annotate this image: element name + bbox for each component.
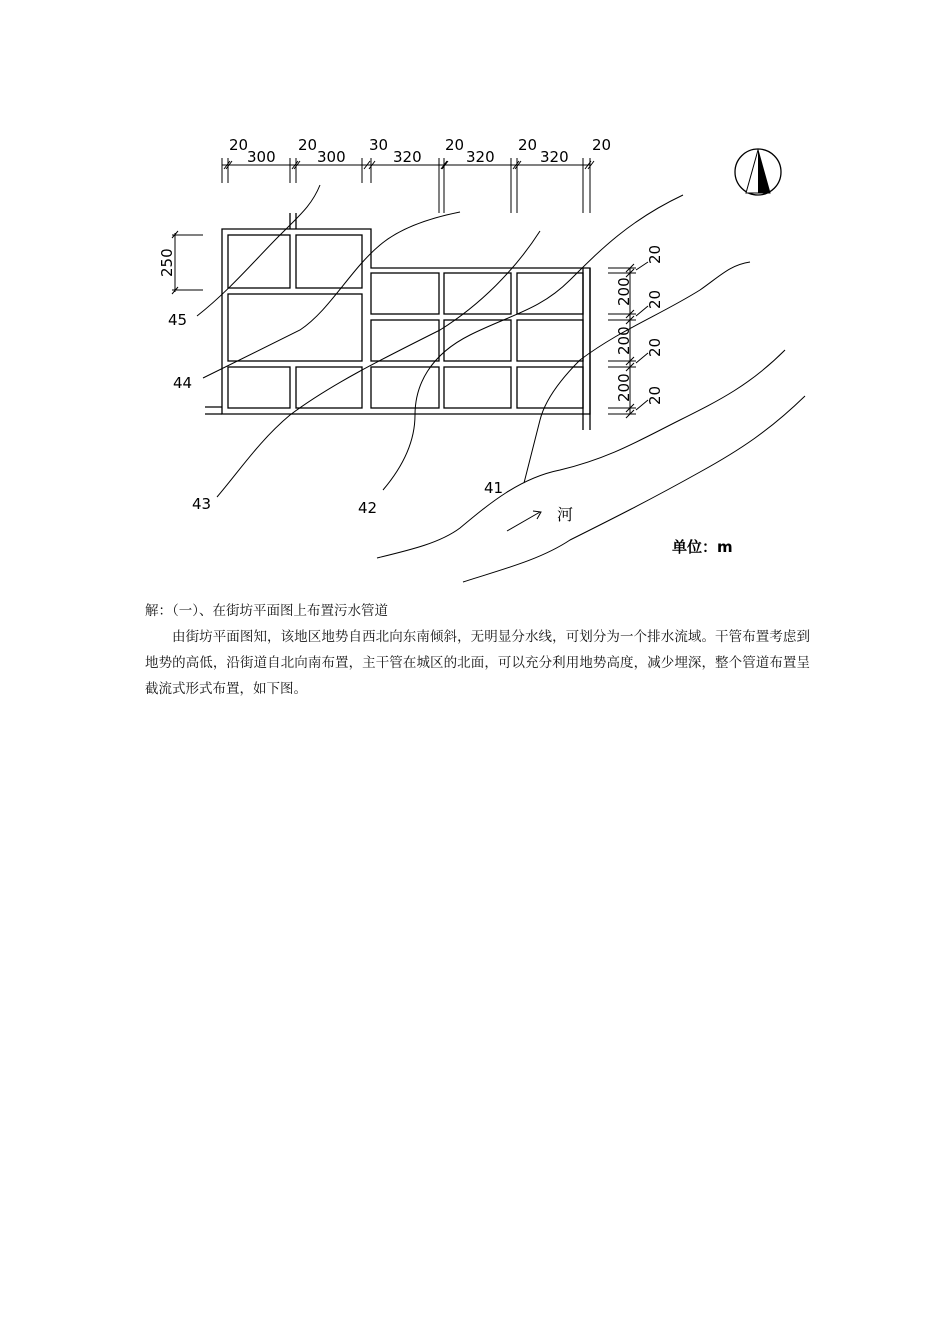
river-bank-north xyxy=(377,350,785,558)
dim-right-6: 200 xyxy=(615,373,633,402)
street-east xyxy=(583,268,590,430)
solution-section xyxy=(145,598,810,702)
dim-left: 250 xyxy=(158,248,176,277)
street-block-plan xyxy=(0,0,950,600)
street-west xyxy=(205,407,222,414)
block xyxy=(371,367,439,408)
block xyxy=(517,320,583,361)
block xyxy=(517,273,583,314)
solution-paragraph: 由街坊平面图知，该地区地势自西北向东南倾斜，无明显分水线，可划分为一个排水流域。干管布置考虑到地势的高低，沿街道自北向南布置，主干管在城区的北面，可以充分利用地势高度，减少埋深，整个管道布置呈截流式形式布置，如下图。 xyxy=(145,629,810,697)
block xyxy=(228,367,290,408)
dimension-ticks-top xyxy=(222,158,590,213)
dim-top-8: 320 xyxy=(466,148,495,166)
block xyxy=(296,235,362,288)
dim-top-4: 300 xyxy=(317,148,346,166)
block xyxy=(444,273,511,314)
dim-right-2: 200 xyxy=(615,277,633,306)
dim-right-4: 200 xyxy=(615,326,633,355)
dimension-line-left xyxy=(172,231,203,294)
solution-heading: 解：（一）、在街坊平面图上布置污水管道 xyxy=(145,603,388,619)
dim-top-10: 320 xyxy=(540,148,569,166)
dim-right-1: 20 xyxy=(646,244,664,264)
north-arrow-icon xyxy=(735,149,781,195)
block xyxy=(228,235,290,288)
contour-label-41: 41 xyxy=(484,479,504,497)
river-flow-arrow xyxy=(507,512,540,531)
dim-top-3: 20 xyxy=(298,136,318,154)
dim-top-11: 20 xyxy=(592,136,612,154)
unit-label: 单位：m xyxy=(672,538,733,556)
block xyxy=(228,294,362,361)
street-north-stub xyxy=(290,213,296,229)
dim-right-5: 20 xyxy=(646,337,664,357)
river-label: 河 xyxy=(557,505,574,524)
block xyxy=(444,320,511,361)
contour-label-42: 42 xyxy=(358,499,378,517)
contour-label-44: 44 xyxy=(173,374,193,392)
contour-line-44 xyxy=(203,212,460,378)
contour-line-43 xyxy=(217,231,540,497)
block xyxy=(517,367,583,408)
dim-top-9: 20 xyxy=(518,136,538,154)
contour-line-45 xyxy=(197,185,320,316)
dim-top-1: 20 xyxy=(229,136,249,154)
dim-top-7: 20 xyxy=(445,136,465,154)
dim-right-3: 20 xyxy=(646,289,664,309)
block xyxy=(371,320,439,361)
block-outline xyxy=(222,229,590,414)
block xyxy=(296,367,362,408)
block xyxy=(444,367,511,408)
contour-label-43: 43 xyxy=(192,495,212,513)
dim-right-7: 20 xyxy=(646,385,664,405)
dim-top-2: 300 xyxy=(247,148,276,166)
contour-line-41 xyxy=(524,262,750,483)
dim-top-6: 320 xyxy=(393,148,422,166)
block xyxy=(371,273,439,314)
contour-label-45: 45 xyxy=(168,311,188,329)
river-bank-south xyxy=(463,396,805,582)
dim-top-5: 30 xyxy=(369,136,389,154)
